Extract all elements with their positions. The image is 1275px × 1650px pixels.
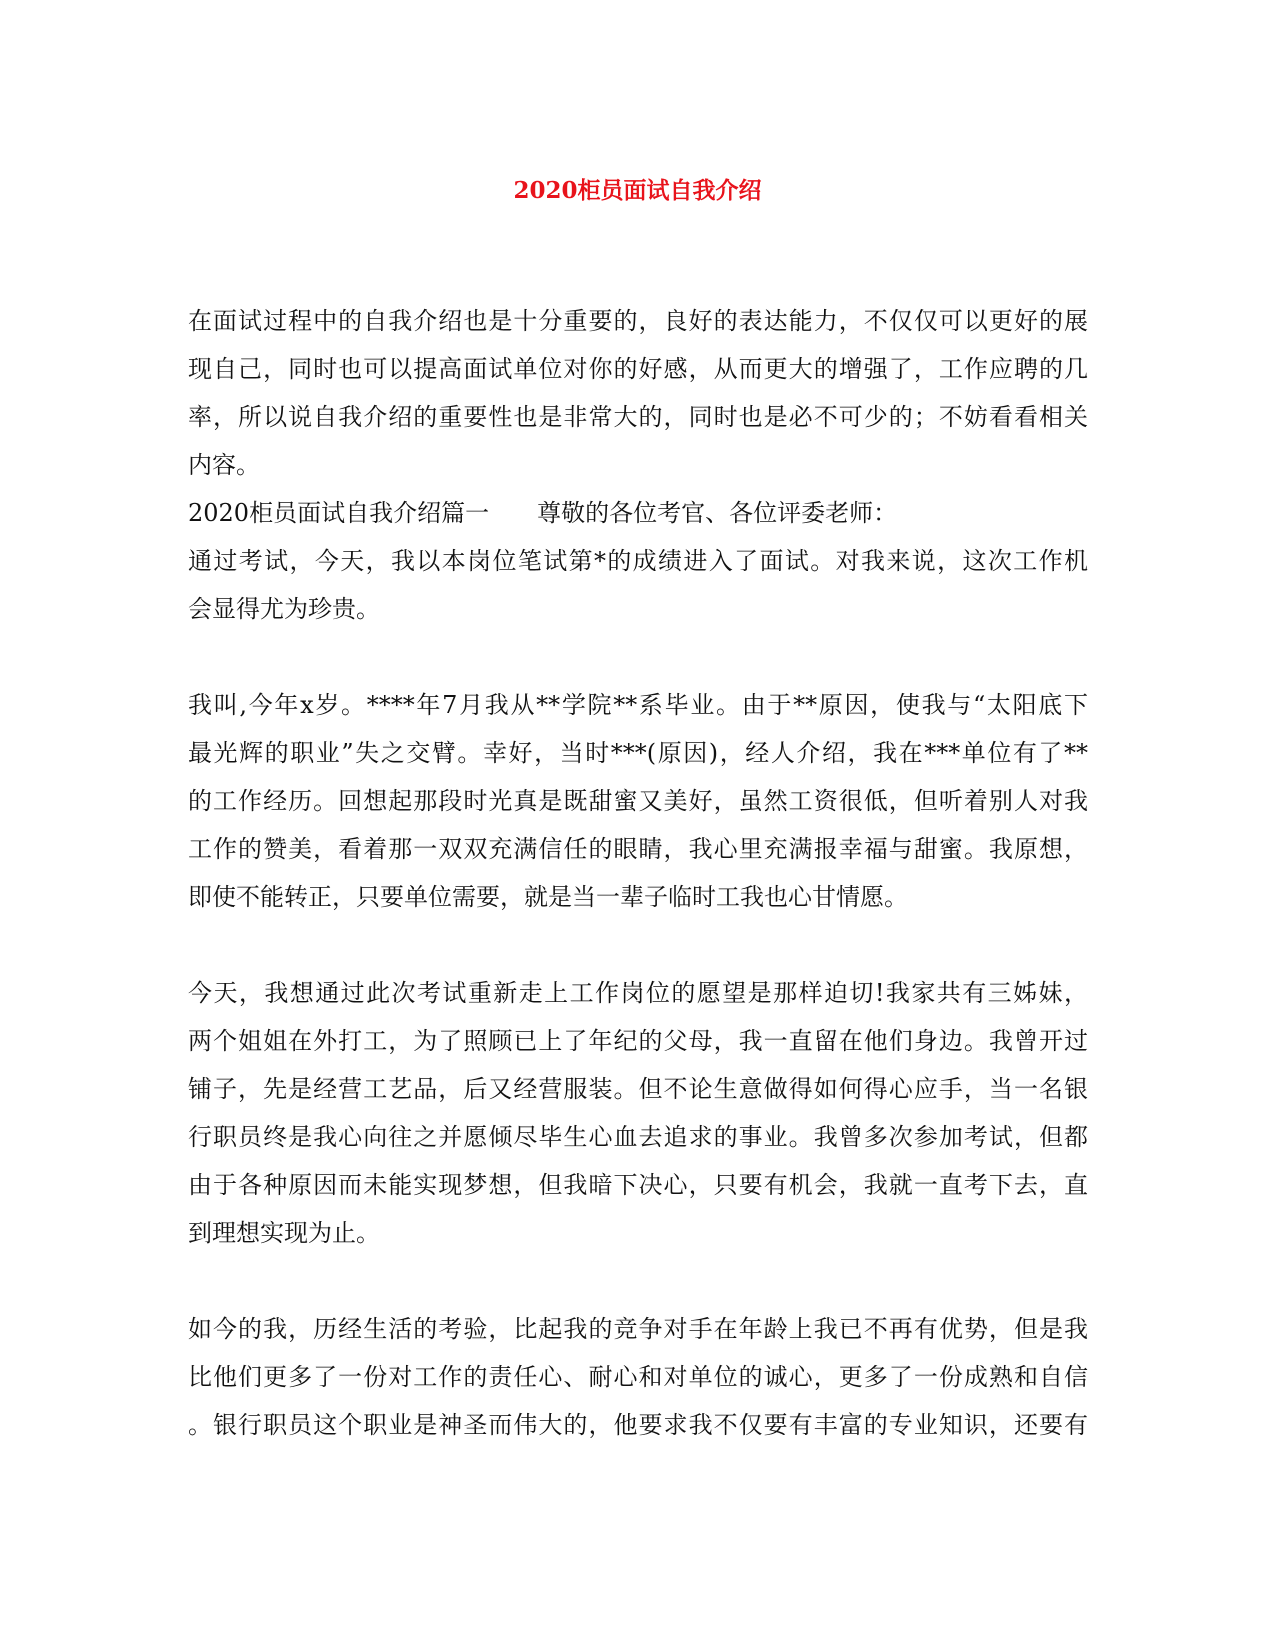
paragraph-gap (188, 921, 1088, 969)
text-line: 最光辉的职业”失之交臂。幸好，当时***(原因)，经人介绍，我在***单位有了** (188, 739, 1088, 767)
text-line: 到理想实现为止。 (188, 1219, 380, 1247)
text-line: 现自己，同时也可以提高面试单位对你的好感，从而更大的增强了，工作应聘的几 (188, 355, 1088, 383)
text-line: 工作的赞美，看着那一双双充满信任的眼睛，我心里充满报幸福与甜蜜。我原想， (188, 835, 1088, 863)
text-line: 会显得尤为珍贵。 (188, 595, 380, 623)
text-line: 由于各种原因而未能实现梦想，但我暗下决心，只要有机会，我就一直考下去，直 (188, 1171, 1088, 1199)
document-title: 2020柜员面试自我介绍 (513, 177, 762, 204)
text-line: 。银行职员这个职业是神圣而伟大的，他要求我不仅要有丰富的专业知识，还要有 (188, 1411, 1088, 1439)
text-line: 我叫,今年x岁。****年7月我从**学院**系毕业。由于**原因，使我与“太阳底下 (188, 691, 1088, 719)
text-line: 如今的我，历经生活的考验，比起我的竞争对手在年龄上我已不再有优势，但是我 (188, 1315, 1088, 1343)
text-line: 铺子，先是经营工艺品，后又经营服装。但不论生意做得如何得心应手，当一名银 (188, 1075, 1088, 1103)
text-line: 率，所以说自我介绍的重要性也是非常大的，同时也是必不可少的；不妨看看相关 (188, 403, 1088, 431)
document-body (188, 297, 1088, 1449)
text-line: 在面试过程中的自我介绍也是十分重要的，良好的表达能力，不仅仅可以更好的展 (188, 307, 1088, 335)
text-line: 内容。 (188, 451, 260, 479)
text-line: 通过考试，今天，我以本岗位笔试第*的成绩进入了面试。对我来说，这次工作机 (188, 547, 1088, 575)
paragraph-gap (188, 1257, 1088, 1305)
text-line: 行职员终是我心向往之并愿倾尽毕生心血去追求的事业。我曾多次参加考试，但都 (188, 1123, 1088, 1151)
text-line: 比他们更多了一份对工作的责任心、耐心和对单位的诚心，更多了一份成熟和自信 (188, 1363, 1088, 1391)
text-line: 的工作经历。回想起那段时光真是既甜蜜又美好，虽然工资很低，但听着别人对我 (188, 787, 1088, 815)
text-line: 两个姐姐在外打工，为了照顾已上了年纪的父母，我一直留在他们身边。我曾开过 (188, 1027, 1088, 1055)
text-line: 今天，我想通过此次考试重新走上工作岗位的愿望是那样迫切!我家共有三姊妹， (188, 979, 1088, 1007)
paragraph-gap (188, 633, 1088, 681)
text-line: 即使不能转正，只要单位需要，就是当一辈子临时工我也心甘情愿。 (188, 883, 908, 911)
text-line: 2020柜员面试自我介绍篇一 尊敬的各位考官、各位评委老师： (188, 499, 898, 527)
